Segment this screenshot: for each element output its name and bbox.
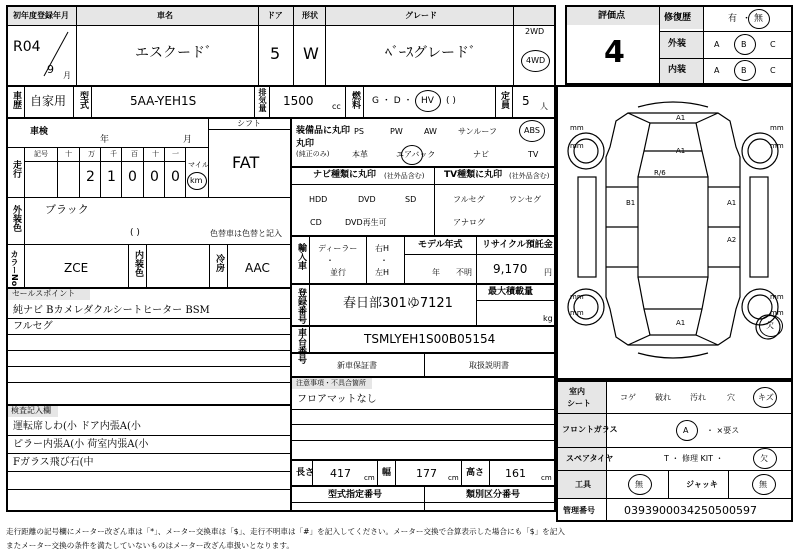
mile-label: マイル (188, 161, 209, 169)
mgmt-number: 0393900034250500597 (624, 504, 757, 517)
inspection-month-unit: 月 (183, 135, 193, 145)
diagram-mm-2: mm (770, 124, 784, 132)
km-unit: km (190, 176, 203, 185)
type-number-label: 型式指定番号 (328, 490, 383, 500)
tools-value: 無 (635, 480, 643, 489)
digit-header-2: 万 (88, 150, 95, 158)
import-right: 右H (375, 244, 390, 253)
repair-label: 修復歴 (664, 13, 692, 23)
mgmt-label: 管理番号 (563, 506, 595, 515)
chassis-number: TSMLYEH1S00B05154 (364, 332, 496, 346)
displacement-value: 1500 (283, 94, 314, 108)
fuel-paren: ( ) (446, 96, 456, 106)
chassis-label: 車台番号 (296, 328, 306, 364)
digit-header-6: 一 (172, 150, 179, 158)
cc-unit: cc (332, 102, 341, 111)
damage-mark-5: A1 (727, 199, 737, 207)
equip-pw: PW (390, 127, 403, 136)
interior-color-label: 内装色 (133, 250, 143, 277)
jack-value: 無 (759, 480, 767, 489)
mileage-digit-1: 2 (86, 169, 95, 185)
sales-line-1: 純ナビ Bカメレダクルシートヒーター BSM (13, 305, 210, 316)
equip-sunroof: サンルーフ (458, 127, 497, 136)
spare-options: T ・ 修理 KIT ・ (664, 454, 724, 463)
navi-cd: CD (310, 218, 322, 227)
manual: 取扱説明書 (469, 361, 509, 370)
registration-month: 9 (47, 63, 54, 76)
damage-mark-4: B1 (626, 199, 636, 207)
damage-mark-3: R/6 (654, 169, 666, 177)
equip-airbag: エアバック (396, 150, 436, 159)
load-label: 最大積載量 (488, 287, 534, 297)
import-dealer: ディーラー (318, 244, 358, 253)
tv-oneseg: ワンセグ (509, 195, 541, 204)
tools-label: 工具 (575, 480, 591, 489)
spare-selected: 欠 (760, 454, 768, 463)
repair-no: 無 (754, 14, 764, 24)
model-value: 5AA-YEH1S (130, 94, 197, 108)
model-year-unit: 年 (432, 268, 440, 277)
windshield-label: フロントガラス (562, 425, 618, 434)
diagram-mm-6: mm (770, 293, 784, 301)
usage-label: 車歴 (11, 91, 21, 109)
mileage-digit-5: 0 (171, 169, 180, 185)
jack-label: ジャッキ (686, 480, 718, 489)
footer-line-2: またメーター交換の条件を満たしていないものはメーター改ざん車扱いとなります。 (6, 541, 294, 550)
inspector-label: 検査記入欄 (11, 406, 51, 415)
usage-value: 自家用 (30, 94, 67, 108)
equip-abs: ABS (524, 126, 540, 135)
inspector-line-3: Fガラス飛び石(中 (13, 457, 94, 468)
model-year-label: モデル年式 (418, 240, 463, 250)
color-value: ブラック (45, 203, 89, 216)
equip-ps: PS (354, 127, 364, 136)
exterior-a: A (714, 40, 720, 49)
notes-label: 注意事項・不具合箇所 (296, 379, 366, 387)
repair-dot: ・ (742, 14, 752, 24)
diagram-mm-3: mm (570, 142, 584, 150)
fuel-selected: HV (421, 96, 434, 106)
digit-header-1: 十 (65, 150, 72, 158)
digit-header-4: 百 (131, 150, 138, 158)
car-diagram (558, 87, 791, 378)
diagram-mm-1: mm (570, 124, 584, 132)
interior-b: B (741, 66, 747, 75)
length-value: 417 (330, 467, 351, 480)
damage-mark-7: A1 (676, 319, 686, 327)
interior-a: A (714, 66, 720, 75)
width-label: 幅 (382, 468, 392, 478)
height-value: 161 (505, 467, 526, 480)
width-unit: cm (448, 474, 459, 482)
score-label: 評価点 (598, 11, 626, 21)
interior-label: 内装 (668, 65, 687, 75)
model-year-unknown: 不明 (456, 268, 472, 277)
equipment-sublabel: (純正のみ) (296, 150, 330, 158)
ac-value: AAC (245, 261, 270, 275)
equipment-label: 装備品に丸印 (296, 126, 351, 136)
mileage-label: 走行 (11, 160, 21, 178)
navi-dvd: DVD (358, 195, 376, 204)
sales-label: セールスポイント (12, 289, 76, 298)
color-code-value: ZCE (64, 261, 89, 275)
tv-type-sub: (社外品含む) (509, 172, 550, 180)
capacity-label: 定員 (499, 91, 509, 109)
seat-label: 室内 (569, 387, 585, 396)
digit-header-3: 千 (110, 150, 117, 158)
displacement-label: 排気量 (258, 88, 267, 112)
height-unit: cm (541, 474, 552, 482)
diagram-back: 欠 (766, 321, 774, 330)
recycle-value: 9,170 (493, 262, 528, 276)
diagram-mm-5: mm (570, 293, 584, 301)
shift-label: シフト (237, 119, 261, 128)
drive-4wd: 4WD (526, 56, 546, 65)
tv-type-label: TV種類に丸印 (444, 170, 503, 180)
navi-sd: SD (405, 195, 417, 204)
fuel-label: 燃料 (350, 91, 360, 109)
inspector-line-2: ピラー内張A(小 荷室内張A(小 (13, 439, 149, 450)
equip-aw: AW (424, 127, 437, 136)
interior-c: C (770, 66, 776, 75)
inspector-line-1: 運転席しわ(小 ドア内張A(小 (13, 421, 141, 432)
digit-header-0: 記号 (34, 150, 48, 158)
inspection-year-unit: 年 (100, 135, 110, 145)
seat-opt-3: 汚れ (690, 393, 706, 402)
color-code-label: カラーNo. (10, 250, 19, 290)
class-number-label: 類別区分番号 (466, 490, 521, 500)
exterior-label: 外装 (668, 39, 687, 49)
tv-analog: アナログ (453, 218, 485, 227)
shape-label: 形状 (302, 11, 318, 20)
notes-value: フロアマットなし (297, 394, 377, 405)
windshield-selected: A (683, 426, 689, 435)
height-label: 高さ (466, 468, 485, 478)
shift-value: FAT (232, 153, 260, 172)
load-kg: kg (543, 314, 553, 323)
registration-era: R04 (13, 39, 41, 55)
seat-opt-2: 破れ (655, 393, 671, 402)
first-reg-label: 初年度登録年月 (13, 11, 69, 20)
equipment-label-2: 丸印 (296, 139, 315, 149)
color-note: 色替車は色替と記入 (210, 229, 282, 238)
color-paren: ( ) (130, 228, 140, 238)
new-warranty: 新車保証書 (337, 361, 377, 370)
grade-label: グレード (405, 11, 437, 20)
diagram-mm-7: mm (570, 309, 584, 317)
door-label: ドア (267, 11, 283, 20)
navi-type-sub: (社外品含む) (384, 172, 425, 180)
month-unit: 月 (63, 71, 71, 80)
fuel-options: G ・ D ・ (372, 96, 413, 106)
length-unit: cm (364, 474, 375, 482)
mileage-digit-4: 0 (150, 169, 159, 185)
damage-mark-2: A1 (676, 147, 686, 155)
capacity-unit: 人 (540, 102, 548, 111)
import-dot: ・ (326, 256, 334, 265)
import-parallel: 並行 (330, 268, 346, 277)
exterior-c: C (770, 40, 776, 49)
damage-mark-1: A1 (676, 114, 686, 122)
drive-2wd: 2WD (525, 27, 545, 36)
recycle-yen: 円 (544, 268, 552, 277)
footer-line-1: 走行距離の記号欄にメーター改ざん車は「*」、メーター交換車は「$」、走行不明車は「#」を記入してください。メーター交換で合算表示した場合にも「$」を記入 (6, 527, 565, 536)
registration-label: 登録番号 (296, 288, 306, 324)
spare-label: スペアタイヤ (566, 454, 614, 463)
navi-hdd: HDD (309, 195, 328, 204)
registration-number: 春日部301ゆ7121 (343, 296, 453, 311)
diagram-mm-8: mm (770, 309, 784, 317)
import-label: 輸入車 (296, 243, 306, 270)
navi-type-label: ナビ種類に丸印 (313, 170, 377, 180)
seat-label-2: シート (567, 399, 591, 408)
capacity-value: 5 (522, 94, 530, 108)
repair-yes: 有 (728, 14, 738, 24)
width-value: 177 (416, 467, 437, 480)
mileage-digit-2: 1 (107, 169, 116, 185)
seat-selected: キズ (758, 393, 774, 402)
car-name-label: 車名 (157, 11, 173, 20)
import-left: 左H (375, 268, 390, 277)
sales-line-2: フルセグ (13, 321, 53, 332)
digit-header-5: 十 (152, 150, 159, 158)
model-label: 型式 (78, 91, 88, 109)
equip-leather: 本革 (352, 150, 368, 159)
length-label: 長さ (296, 468, 315, 478)
inspection-label: 車検 (30, 127, 49, 137)
car-name-value: エスクードﾞ (135, 45, 212, 61)
mileage-digit-3: 0 (128, 169, 137, 185)
grade-value: ﾍﾞｰｽグレードﾞ (385, 45, 476, 61)
diagram-mm-4: mm (770, 142, 784, 150)
ac-label: 冷房 (214, 254, 224, 272)
navi-dvd-play: DVD再生可 (345, 218, 387, 227)
recycle-label: リサイクル預託金 (482, 240, 553, 250)
import-dot-2: ・ (380, 256, 388, 265)
tv-fullseg: フルセグ (453, 195, 485, 204)
score-value: 4 (604, 35, 625, 70)
doors-value: 5 (270, 44, 281, 63)
windshield-rest: ・ ×要ス (706, 426, 740, 435)
damage-mark-6: A2 (727, 236, 737, 244)
shape-value: W (303, 44, 319, 63)
seat-opt-4: 穴 (727, 393, 735, 402)
seat-opt-1: コゲ (620, 393, 636, 402)
exterior-b: B (741, 40, 747, 49)
color-label: 外装色 (11, 205, 21, 232)
equip-navi: ナビ (473, 150, 489, 159)
equip-tv: TV (528, 150, 539, 159)
